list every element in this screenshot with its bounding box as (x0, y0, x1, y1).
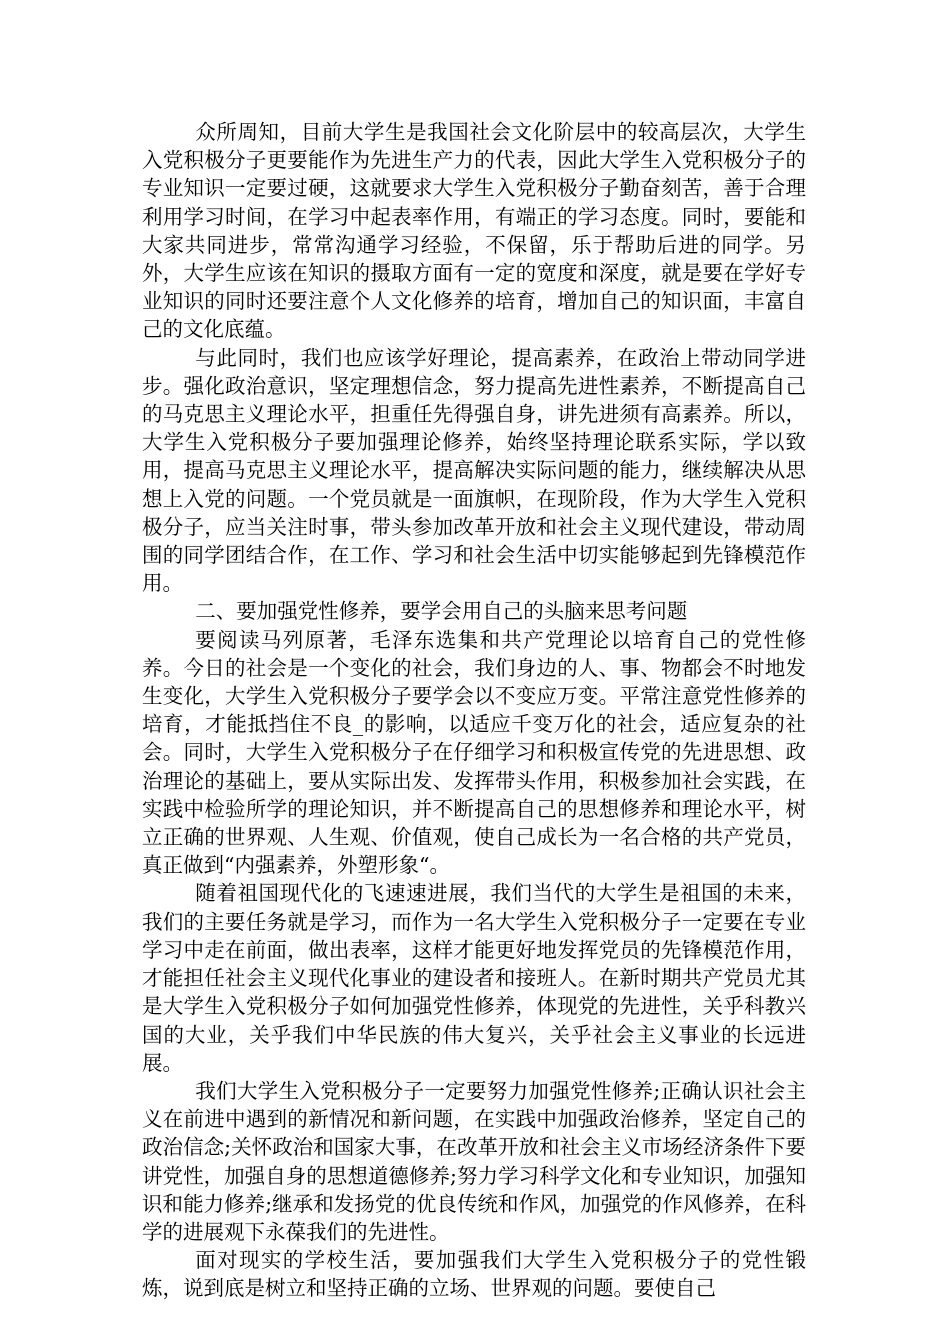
section-heading: 二、要加强党性修养，要学会用自己的头脑来思考问题 (195, 599, 688, 624)
paragraph-6: 面对现实的学校生活，要加强我们大学生入党积极分子的党性锻炼，说到底是树立和坚持正确的立场、世界观的问题。要使自己 (142, 1248, 806, 1301)
paragraph-5: 我们大学生入党积极分子一定要努力加强党性修养;正确认识社会主义在前进中遇到的新情况和新问题，在实践中加强政治修养，坚定自己的政治信念;关怀政治和国家大事，在改革开放和社会主义市场经济条件下要讲党性，加强自身的思想道德修养;努力学习科学文化和专业知识，加强知识和能力修养;继承和发扬党的优良传统和作风，加强党的作风修养，在科学的进展观下永葆我们的先进性。 (142, 1078, 806, 1244)
paragraph-4: 随着祖国现代化的飞速速进展，我们当代的大学生是祖国的未来，我们的主要任务就是学习，而作为一名大学生入党积极分子一定要在专业学习中走在前面，做出表率，这样才能更好地发挥党员的先锋模范作用，才能担任社会主义现代化事业的建设者和接班人。在新时期共产党员尤其是大学生入党积极分子如何加强党性修养，体现党的先进性，关乎科教兴国的大业，关乎我们中华民族的伟大复兴，关乎社会主义事业的长远进展。 (142, 881, 806, 1075)
paragraph-3: 要阅读马列原著，毛泽东选集和共产党理论以培育自己的党性修养。今日的社会是一个变化的社会，我们身边的人、事、物都会不时地发生变化，大学生入党积极分子要学会以不变应万变。平常注意党性修养的培育，才能抵挡住不良_的影响，以适应千变万化的社会，适应复杂的社会。同时，大学生入党积极分子在仔细学习和积极宣传党的先进思想、政治理论的基础上，要从实际出发、发挥带头作用，积极参加社会实践，在实践中检验所学的理论知识，并不断提高自己的思想修养和理论水平，树立正确的世界观、人生观、价值观，使自己成长为一名合格的共产党员，真正做到“内强素养，外塑形象“。 (142, 627, 806, 878)
paragraph-2: 与此同时，我们也应该学好理论，提高素养，在政治上带动同学进步。强化政治意识，坚定理想信念，努力提高先进性素养，不断提高自己的马克思主义理论水平，担重任先得强自身，讲先进须有高素养。所以，大学生入党积极分子要加强理论修养，始终坚持理论联系实际，学以致用，提高马克思主义理论水平，提高解决实际问题的能力，继续解决从思想上入党的问题。一个党员就是一面旗帜，在现阶段，作为大学生入党积极分子，应当关注时事，带头参加改革开放和社会主义现代建设，带动周围的同学团结合作，在工作、学习和社会生活中切实能够起到先锋模范作用。 (142, 345, 806, 596)
paragraph-1: 众所周知，目前大学生是我国社会文化阶层中的较高层次，大学生入党积极分子更要能作为先进生产力的代表，因此大学生入党积极分子的专业知识一定要过硬，这就要求大学生入党积极分子勤奋刻苦，善于合理利用学习时间，在学习中起表率作用，有端正的学习态度。同时，要能和大家共同进步，常常沟通学习经验，不保留，乐于帮助后进的同学。另外，大学生应该在知识的摄取方面有一定的宽度和深度，就是要在学好专业知识的同时还要注意个人文化修养的培育，增加自己的知识面，丰富自己的文化底蕴。 (142, 120, 806, 342)
document-page (142, 118, 806, 1303)
